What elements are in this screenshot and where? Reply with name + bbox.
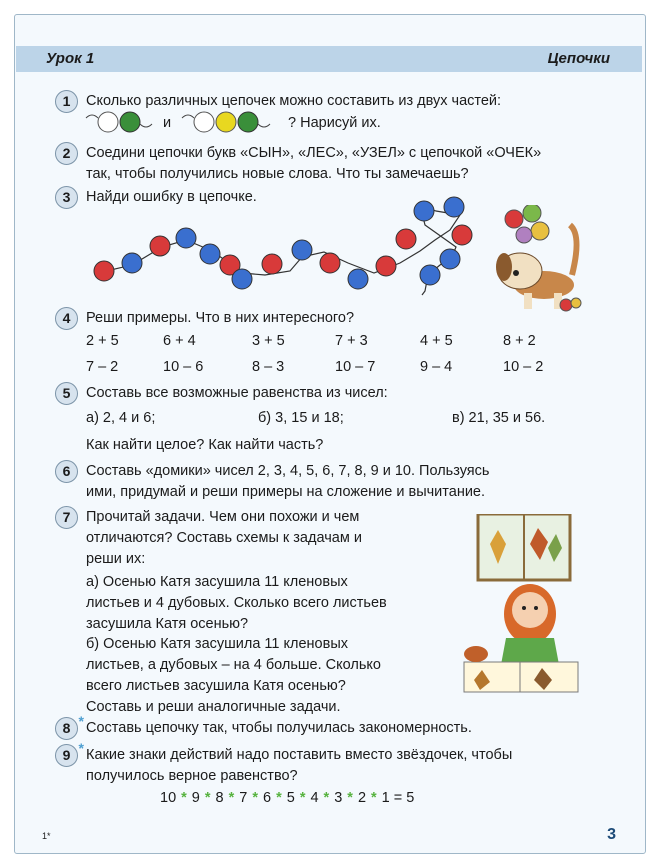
star-icon: * — [371, 790, 377, 806]
example: 2 + 5 — [86, 333, 119, 349]
task7-line: отличаются? Составь схемы к задачам и — [86, 530, 362, 546]
task-number-6: 6 — [55, 460, 78, 483]
star-icon: * — [323, 790, 330, 806]
footer-mark: 1* — [42, 831, 51, 841]
task7-end: Составь и реши аналогичные задачи. — [86, 699, 341, 715]
eq-number: 8 — [215, 790, 224, 806]
task5-b: б) 3, 15 и 18; — [258, 410, 344, 426]
task4-text: Реши примеры. Что в них интересного? — [86, 310, 355, 326]
task-number-1: 1 — [55, 90, 78, 113]
eq-number: 10 — [160, 790, 177, 806]
star-icon: * — [276, 790, 282, 806]
eq-number: 9 — [191, 790, 200, 806]
task-number-7: 7 — [55, 506, 78, 529]
task7-b-line: листьев, а дубовых – на 4 больше. Сколько — [86, 657, 381, 673]
task2-line2: так, чтобы получились новые слова. Что ты замечаешь? — [86, 166, 469, 182]
task5-a: а) 2, 4 и 6; — [86, 410, 156, 426]
equation-row — [160, 790, 414, 806]
example: 10 – 2 — [503, 359, 544, 375]
example: 6 + 4 — [163, 333, 196, 349]
task-number-4: 4 — [55, 307, 78, 330]
star-icon: * — [252, 790, 258, 806]
eq-number: 3 — [334, 790, 343, 806]
eq-number: 7 — [239, 790, 248, 806]
dog-illustration — [494, 205, 586, 315]
eq-result: = 5 — [393, 790, 415, 806]
task7-line: Прочитай задачи. Чем они похожи и чем — [86, 509, 360, 525]
example: 9 – 4 — [420, 359, 453, 375]
example: 8 – 3 — [252, 359, 285, 375]
eq-number: 4 — [310, 790, 319, 806]
task6-line1: Составь «домики» чисел 2, 3, 4, 5, 6, 7, 8, 9 и 10. Пользуясь — [86, 463, 490, 479]
example: 10 – 6 — [163, 359, 204, 375]
lesson-title: Урок 1 — [46, 50, 95, 67]
task7-a-line: засушила Катя осенью? — [86, 616, 249, 632]
task5-question: Как найти целое? Как найти часть? — [86, 437, 324, 453]
task8-text: Составь цепочку так, чтобы получилась закономерность. — [86, 720, 472, 736]
task9-line2: получилось верное равенство? — [86, 768, 298, 784]
star-icon: * — [299, 790, 306, 806]
example: 8 + 2 — [503, 333, 536, 349]
star-icon: * — [181, 790, 187, 806]
task7-b-line: б) Осенью Катя засушила 11 кленовых — [86, 636, 348, 652]
star-icon: * — [204, 790, 211, 806]
task9-line1: Какие знаки действий надо поставить вместо звёздочек, чтобы — [86, 747, 513, 763]
example: 7 – 2 — [86, 359, 119, 375]
eq-number: 6 — [263, 790, 272, 806]
girl-with-leaves-illustration — [462, 514, 580, 694]
task-number-5: 5 — [55, 382, 78, 405]
task7-line: реши их: — [86, 551, 146, 567]
eq-number: 1 — [381, 790, 390, 806]
example: 3 + 5 — [252, 333, 285, 349]
lesson-header — [16, 46, 642, 72]
task7-a-line: листьев и 4 дубовых. Сколько всего листьев — [86, 595, 387, 611]
eq-number: 2 — [357, 790, 367, 806]
task7-b-line: всего листьев засушила Катя осенью? — [86, 678, 346, 694]
task5-c: в) 21, 35 и 56. — [452, 410, 546, 426]
example: 4 + 5 — [420, 333, 453, 349]
task1-and: и — [163, 115, 172, 131]
page-number: 3 — [607, 826, 616, 843]
eq-number: 5 — [286, 790, 295, 806]
task-number-8: 8 * — [55, 717, 78, 740]
topic-title: Цепочки — [547, 50, 610, 67]
star-icon: * — [347, 790, 353, 806]
example: 7 + 3 — [335, 333, 368, 349]
task-number-3: 3 — [55, 186, 78, 209]
example: 10 – 7 — [335, 359, 376, 375]
task-number-9: 9 * — [55, 744, 78, 767]
star-icon: * — [228, 790, 235, 806]
bead-chain — [80, 195, 490, 305]
task2-line1: Соедини цепочки букв «СЫН», «ЛЕС», «УЗЕЛ» с цепочкой «ОЧЕК» — [86, 145, 542, 161]
task-number-2: 2 — [55, 142, 78, 165]
task5-text: Составь все возможные равенства из чисел: — [86, 385, 388, 401]
task7-a-line: а) Осенью Катя засушила 11 кленовых — [86, 574, 348, 590]
task6-line2: ими, придумай и реши примеры на сложение и вычитание. — [86, 484, 486, 500]
task1-text-2: ? Нарисуй их. — [288, 115, 381, 131]
task1-text: Сколько различных цепочек можно составить из двух частей: — [86, 93, 502, 109]
chain-parts-icon — [84, 110, 294, 134]
task3-text: Найди ошибку в цепочке. — [86, 189, 257, 205]
